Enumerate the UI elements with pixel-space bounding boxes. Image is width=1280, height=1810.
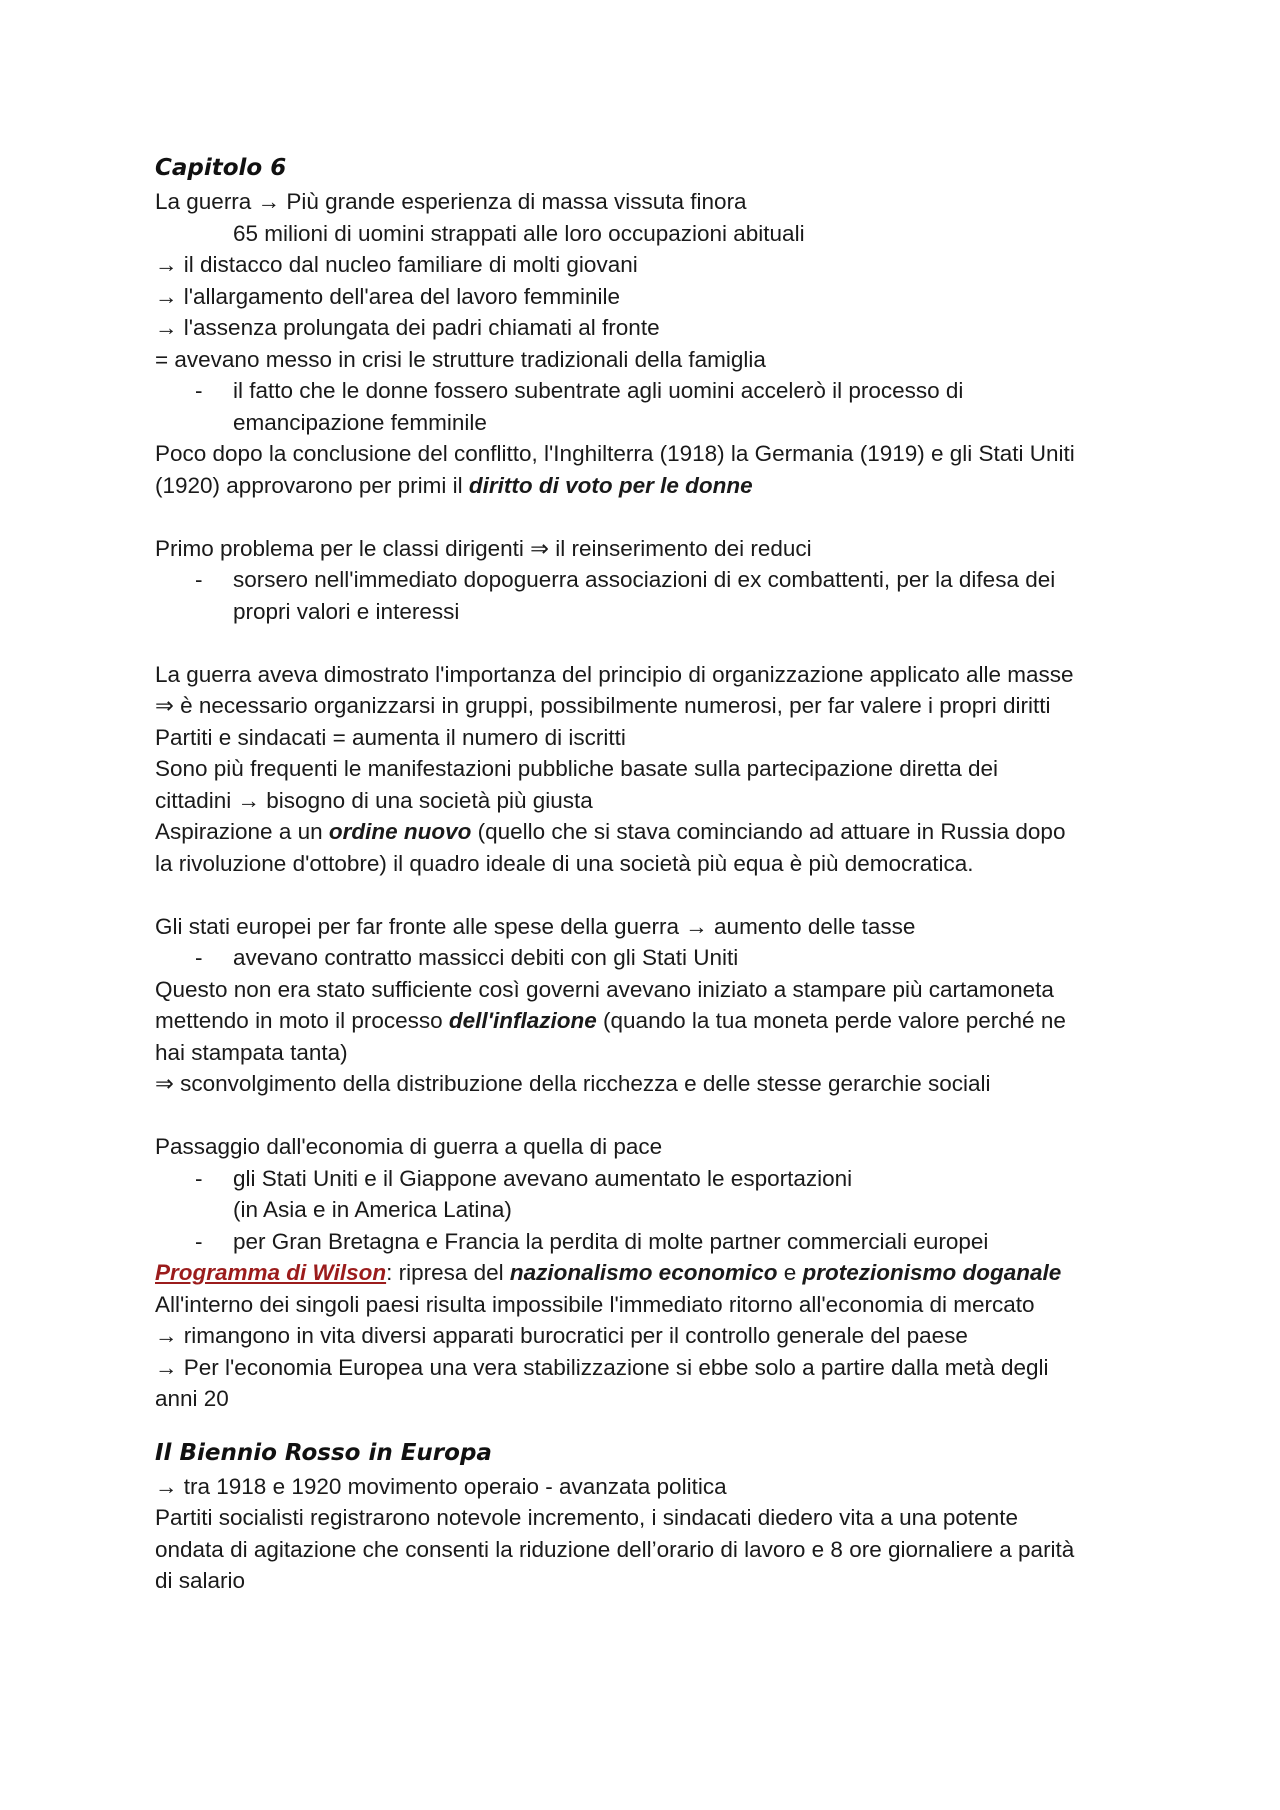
text-span: mettendo in moto il processo — [155, 1008, 449, 1033]
text-line: di salario — [155, 1568, 246, 1593]
paragraph-spacer — [155, 879, 1145, 911]
bullet-text-continued: propri valori e interessi — [233, 598, 460, 624]
text-span: (quello che si stava cominciando ad attuare in Russia dopo — [471, 819, 1066, 844]
bullet-dash: - — [195, 567, 203, 592]
chapter-heading: Capitolo 6 — [155, 155, 287, 181]
text-span: : ripresa del — [386, 1260, 510, 1285]
emphasis-text: nazionalismo economico — [509, 1260, 778, 1285]
text-line: → rimangono in vita diversi apparati burocratici per il controllo generale del paese — [155, 1323, 968, 1348]
text-line: La guerra aveva dimostrato l'importanza del principio di organizzazione applicato alle masse — [155, 661, 1074, 687]
paragraph-spacer — [155, 501, 1145, 533]
bullet-item — [155, 1163, 1145, 1226]
text-line: Partiti socialisti registrarono notevole incremento, i sindacati diedero vita a una potente — [155, 1505, 1018, 1530]
text-span: (1920) approvarono per primi il — [155, 472, 469, 498]
emphasis-text: dell'inflazione — [448, 1008, 597, 1033]
text-line — [155, 1257, 1145, 1289]
bullet-dash: - — [195, 378, 203, 403]
emphasis-text: diritto di voto per le donne — [468, 472, 753, 498]
text-line: ⇒ sconvolgimento della distribuzione della ricchezza e delle stesse gerarchie sociali — [155, 1071, 991, 1096]
text-line: cittadini → bisogno di una società più giusta — [155, 787, 593, 813]
text-line: Questo non era stato sufficiente così governi avevano iniziato a stampare più cartamoneta — [155, 976, 1054, 1002]
bullet-text: il fatto che le donne fossero subentrate agli uomini accelerò il processo di — [233, 378, 964, 403]
bullet-dash: - — [195, 1165, 203, 1191]
document-content — [155, 150, 1145, 1597]
text-line: hai stampata tanta) — [155, 1039, 348, 1065]
bullet-text: avevano contratto massicci debiti con gli Stati Uniti — [233, 945, 739, 970]
text-line: → Per l'economia Europea una vera stabilizzazione si ebbe solo a partire dalla metà degli — [155, 1354, 1049, 1380]
bullet-dash: - — [195, 1228, 203, 1254]
text-line: Sono più frequenti le manifestazioni pubbliche basate sulla partecipazione diretta dei — [155, 756, 999, 781]
text-line: Passaggio dall'economia di guerra a quella di pace — [155, 1134, 663, 1159]
text-line: All'interno dei singoli paesi risulta impossibile l'immediato ritorno all'economia di mercato — [155, 1291, 1035, 1317]
emphasis-text: ordine nuovo — [328, 819, 472, 844]
text-line — [155, 1005, 1145, 1037]
bullet-text: sorsero nell'immediato dopoguerra associazioni di ex combattenti, per la difesa dei — [233, 567, 1056, 592]
text-line: Primo problema per le classi dirigenti ⇒ il reinserimento dei reduci — [155, 535, 812, 561]
bullet-text-continued: (in Asia e in America Latina) — [233, 1197, 512, 1222]
text-line: Partiti e sindacati = aumenta il numero di iscritti — [155, 724, 626, 750]
text-span: Aspirazione a un — [155, 819, 329, 844]
text-line: → l'allargamento dell'area del lavoro femminile — [155, 283, 621, 309]
text-line: ⇒ è necessario organizzarsi in gruppi, possibilmente numerosi, per far valere i propri diritti — [155, 693, 1051, 718]
bullet-item — [155, 942, 1145, 974]
bullet-item — [155, 375, 1145, 438]
text-line: anni 20 — [155, 1386, 229, 1411]
paragraph-spacer — [155, 627, 1145, 659]
section-heading: Il Biennio Rosso in Europa — [155, 1439, 492, 1466]
bullet-text: per Gran Bretagna e Francia la perdita di molte partner commerciali europei — [233, 1228, 989, 1254]
paragraph-spacer — [155, 1100, 1145, 1132]
text-line: → tra 1918 e 1920 movimento operaio - avanzata politica — [155, 1473, 727, 1499]
text-line: ondata di agitazione che consenti la riduzione dell’orario di lavoro e 8 ore giornaliere a parità — [155, 1536, 1075, 1562]
bullet-text-continued: emancipazione femminile — [233, 409, 487, 435]
bullet-item — [155, 1226, 1145, 1258]
bullet-text: gli Stati Uniti e il Giappone avevano aumentato le esportazioni — [233, 1165, 853, 1191]
text-line: = avevano messo in crisi le strutture tradizionali della famiglia — [155, 346, 766, 372]
text-line: → l'assenza prolungata dei padri chiamati al fronte — [155, 315, 660, 340]
bullet-dash: - — [195, 945, 203, 970]
paragraph-spacer — [155, 1415, 1145, 1435]
text-line: Poco dopo la conclusione del conflitto, l'Inghilterra (1918) la Germania (1919) e gli Stati Uniti — [155, 441, 1075, 466]
text-line: Gli stati europei per far fronte alle spese della guerra → aumento delle tasse — [155, 913, 916, 939]
text-span: (quando la tua moneta perde valore perché ne — [596, 1008, 1066, 1033]
text-line — [155, 816, 1145, 848]
text-line: la rivoluzione d'ottobre) il quadro ideale di una società più equa è più democratica. — [155, 850, 974, 876]
emphasis-text: protezionismo doganale — [802, 1260, 1062, 1285]
text-line-indented: 65 milioni di uomini strappati alle loro occupazioni abituali — [233, 220, 805, 246]
text-line: → il distacco dal nucleo familiare di molti giovani — [155, 252, 638, 277]
text-line — [155, 470, 1145, 502]
text-line: La guerra → Più grande esperienza di massa vissuta finora — [155, 189, 747, 214]
bullet-item — [155, 564, 1145, 627]
wilson-program-link[interactable]: Programma di Wilson — [155, 1260, 387, 1285]
text-span: e — [777, 1260, 803, 1285]
